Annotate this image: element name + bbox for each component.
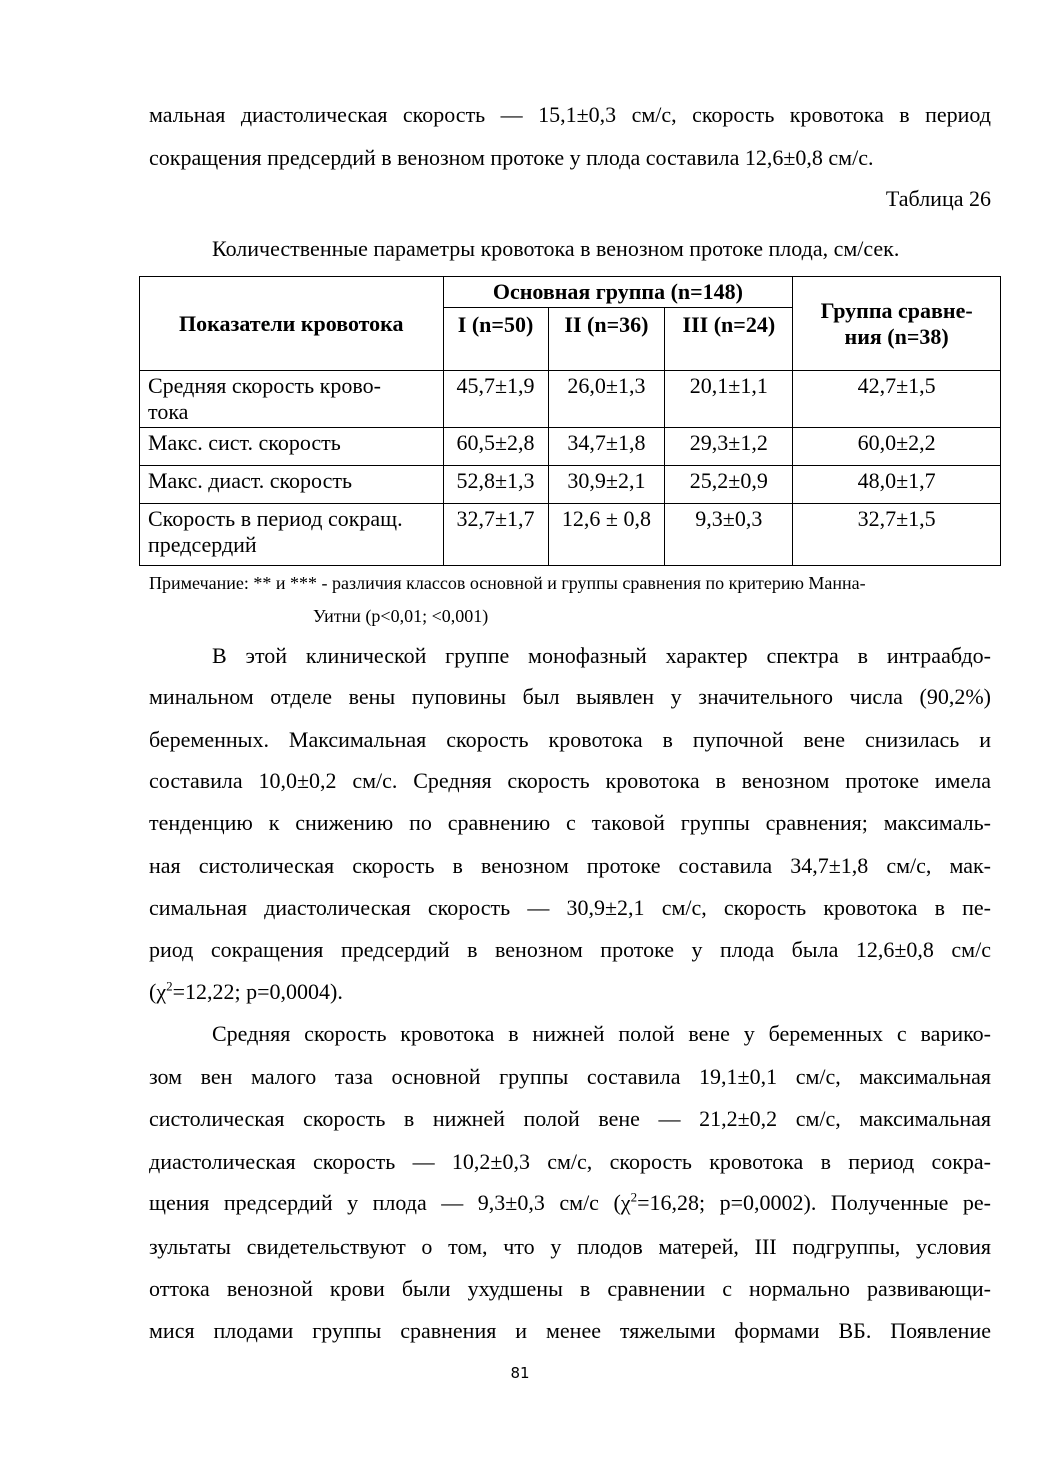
row-label: Макс. диаст. скорость [140, 466, 444, 504]
page-number: 81 [510, 1364, 530, 1382]
cell-group-2: 30,9±2,1 [548, 466, 665, 504]
para1-last-post: =12,22; p=0,0004). [172, 979, 343, 1004]
intro-line-2: сокращения предсердий в венозном протоке у плода составила 12,6±0,8 см/с. [149, 145, 874, 170]
para1-line-1: В этой клинической группе монофазный характер спектра в интраабдо- [212, 643, 991, 668]
para2-line-8: мися плодами группы сравнения и менее тяжелыми формами ВБ. Появление [149, 1318, 991, 1343]
cell-group-3: 9,3±0,3 [665, 504, 793, 566]
para2-line-2: зом вен малого таза основной группы составила 19,1±0,1 см/с, максимальная [149, 1064, 991, 1089]
table-header-row-1 [140, 277, 1001, 308]
para1-line-6: ная систолическая скорость в венозном протоке составила 34,7±1,8 см/с, мак- [149, 853, 991, 878]
table-label: Таблица 26 [885, 186, 991, 211]
para2-line-4: диастолическая скорость — 10,2±0,3 см/с, скорость кровотока в период сокра- [149, 1149, 991, 1174]
header-comparison-line-2: ния (n=38) [844, 323, 949, 349]
row-label-line-1: Скорость в период сокращ. [148, 506, 403, 531]
header-indicator: Показатели кровотока [140, 277, 444, 371]
table-note-line-1: Примечание: ** и *** - различия классов основной и группы сравнения по критерию Манна- [149, 573, 866, 593]
cell-group-2: 26,0±1,3 [548, 371, 665, 428]
row-label-line-1: Средняя скорость крово- [148, 373, 381, 398]
row-label-line-2: предсердий [148, 532, 257, 557]
blood-flow-table [139, 276, 1001, 566]
table-row [140, 428, 1001, 466]
cell-comparison: 32,7±1,5 [793, 504, 1001, 566]
row-label [140, 371, 444, 428]
row-label [140, 504, 444, 566]
para1-line-7: симальная диастолическая скорость — 30,9±2,1 см/с, скорость кровотока в пе- [149, 895, 991, 920]
header-sub-1: I (n=50) [443, 308, 548, 371]
row-label-line-2: тока [148, 399, 189, 424]
para1-line-2: минальном отделе вены пуповины был выявлен у значительного числа (90,2%) [149, 684, 991, 709]
row-label: Макс. сист. скорость [140, 428, 444, 466]
table-caption: Количественные параметры кровотока в венозном протоке плода, см/сек. [212, 236, 900, 261]
cell-group-1: 60,5±2,8 [443, 428, 548, 466]
table-row [140, 371, 1001, 428]
header-sub-3: III (n=24) [665, 308, 793, 371]
para1-line-8: риод сокращения предсердий в венозном протоке у плода была 12,6±0,8 см/с [149, 937, 991, 962]
para1-line-3: беременных. Максимальная скорость кровотока в пупочной вене снизилась и [149, 727, 991, 752]
para1-line-4: составила 10,0±0,2 см/с. Средняя скорость кровотока в венозном протоке имела [149, 768, 991, 793]
cell-comparison: 42,7±1,5 [793, 371, 1001, 428]
chi-squared-superscript: 2 [166, 978, 173, 994]
header-sub-2: II (n=36) [548, 308, 665, 371]
para1-last-pre: (χ [149, 979, 167, 1004]
cell-group-2: 12,6 ± 0,8 [548, 504, 665, 566]
para1-line-9 [149, 979, 991, 1005]
cell-group-1: 32,7±1,7 [443, 504, 548, 566]
intro-line-1: мальная диастолическая скорость — 15,1±0,3 см/с, скорость кровотока в период [149, 102, 991, 127]
header-comparison-group [793, 277, 1001, 371]
para2-sup-pre: щения предсердий у плода — 9,3±0,3 см/с (χ [149, 1190, 631, 1215]
para2-line-5 [149, 1190, 991, 1216]
para2-sup-post: =16,28; p=0,0002). Полученные ре- [637, 1190, 991, 1215]
cell-group-3: 25,2±0,9 [665, 466, 793, 504]
cell-group-2: 34,7±1,8 [548, 428, 665, 466]
para1-line-5: тенденцию к снижению по сравнению с таковой группы сравнения; максималь- [149, 810, 991, 835]
cell-comparison: 60,0±2,2 [793, 428, 1001, 466]
table-note-line-2: Уитни (p<0,01; <0,001) [313, 606, 489, 626]
para2-line-7: оттока венозной крови были ухудшены в сравнении с нормально развивающи- [149, 1276, 991, 1301]
cell-group-3: 20,1±1,1 [665, 371, 793, 428]
table-row [140, 504, 1001, 566]
chi-squared-superscript: 2 [630, 1189, 638, 1205]
cell-group-3: 29,3±1,2 [665, 428, 793, 466]
table-row [140, 466, 1001, 504]
para2-line-1: Средняя скорость кровотока в нижней полой вене у беременных с варико- [212, 1021, 991, 1046]
cell-comparison: 48,0±1,7 [793, 466, 1001, 504]
header-comparison-line-1: Группа сравне- [820, 297, 973, 323]
header-main-group: Основная группа (n=148) [443, 277, 793, 308]
para2-line-3: систолическая скорость в нижней полой вене — 21,2±0,2 см/с, максимальная [149, 1106, 991, 1131]
cell-group-1: 45,7±1,9 [443, 371, 548, 428]
para2-line-6: зультаты свидетельствуют о том, что у плодов матерей, III подгруппы, условия [149, 1234, 991, 1259]
cell-group-1: 52,8±1,3 [443, 466, 548, 504]
